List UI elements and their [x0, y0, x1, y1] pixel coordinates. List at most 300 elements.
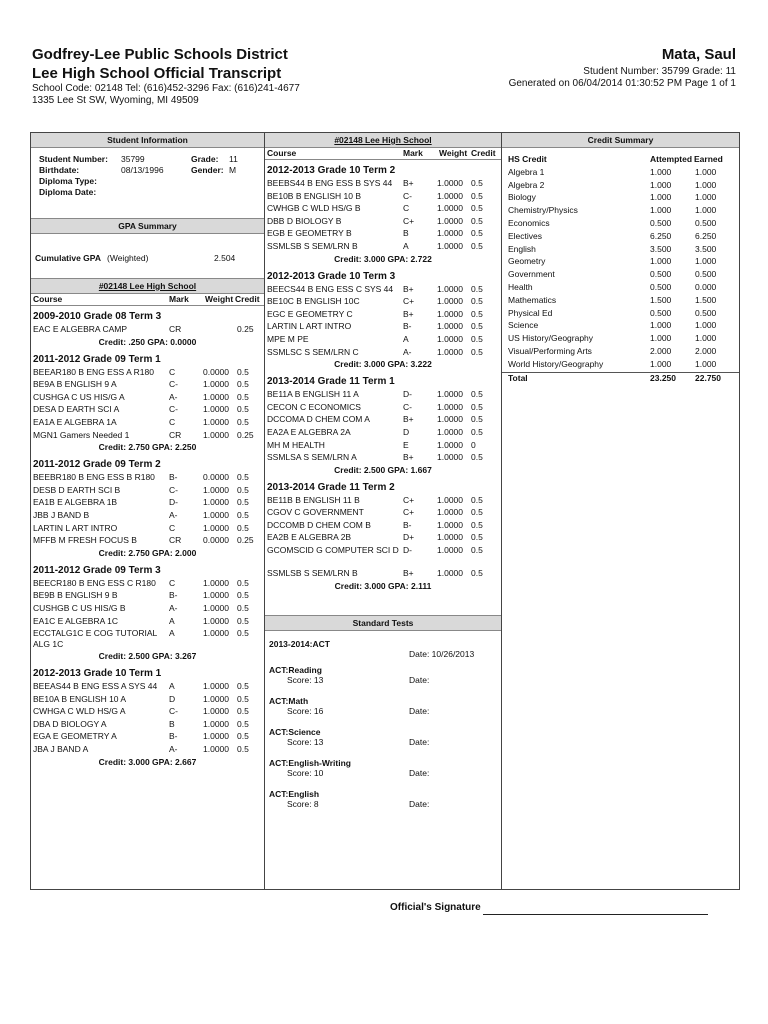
subject-name: Biology: [508, 192, 536, 203]
course-mark: A: [169, 681, 175, 692]
course-name: EA2B E ALGEBRA 2B: [267, 532, 352, 543]
signature-line: [483, 914, 708, 915]
course-credit: 0.5: [471, 507, 483, 518]
course-row: [265, 228, 501, 241]
credit-summary-total: Total 23.250 22.750: [502, 372, 739, 386]
course-row: [265, 545, 501, 568]
course-weight: 1.0000: [437, 439, 463, 450]
term-summary: Credit: 3.000 GPA: 2.667: [98, 756, 197, 767]
test-group-name: 2013-2014:ACT: [269, 638, 330, 649]
course-row: [31, 590, 264, 603]
course-weight: 1.0000: [203, 577, 229, 588]
course-name: EA1A E ALGEBRA 1A: [33, 416, 117, 427]
term-summary: Credit: .250 GPA: 0.0000: [98, 336, 197, 347]
course-row: [31, 367, 264, 380]
earned-credit: 1.000: [695, 179, 717, 190]
course-credit: 0.5: [471, 414, 483, 425]
credit-summary-row: [502, 256, 739, 269]
course-mark: C-: [169, 404, 178, 415]
grade-label: Grade:: [191, 154, 219, 164]
course-credit: 0.5: [471, 215, 483, 226]
course-row: [31, 535, 264, 548]
credit-summary-row: [502, 282, 739, 295]
course-credit: 0.5: [237, 366, 249, 377]
credit-summary-row: [502, 308, 739, 321]
course-row: [265, 241, 501, 254]
terms-list-middle: [265, 165, 501, 593]
credit-summary-row: [502, 218, 739, 231]
course-name: SSMLSA S SEM/LRN A: [267, 452, 357, 463]
course-weight: 1.0000: [203, 429, 229, 440]
course-credit: 0.5: [237, 472, 249, 483]
course-name: EGA E GEOMETRY A: [33, 731, 117, 742]
course-credit: 0.5: [237, 731, 249, 742]
credit-summary-row: [502, 244, 739, 257]
course-row: [31, 497, 264, 510]
course-mark: B-: [169, 472, 178, 483]
course-credit: 0.5: [471, 389, 483, 400]
course-name: BEEAR180 B ENG ESS A R180: [33, 366, 154, 377]
attempted-credit: 1.000: [650, 205, 672, 216]
course-weight: 1.0000: [437, 494, 463, 505]
course-mark: C: [169, 366, 176, 377]
term-title: 2013-2014 Grade 11 Term 1: [267, 376, 395, 388]
term-title: 2011-2012 Grade 09 Term 2: [33, 459, 161, 471]
course-row: [31, 694, 264, 707]
term-summary: Credit: 3.000 GPA: 2.722: [334, 253, 432, 264]
credit-summary-header: HS Credit Attempted Earned: [508, 154, 723, 164]
earned-credit: 3.500: [695, 243, 717, 254]
course-mark: B-: [403, 321, 412, 332]
subject-name: Geometry: [508, 256, 546, 267]
course-mark: C-: [169, 706, 178, 717]
test-score: Score: 10: [287, 767, 324, 778]
diploma-type-label: Diploma Type:: [39, 176, 97, 186]
course-row: [265, 532, 501, 545]
test-date: Date:: [409, 767, 430, 778]
course-weight: 1.0000: [203, 706, 229, 717]
course-name: DESB D EARTH SCI B: [33, 484, 121, 495]
course-name: BE11B B ENGLISH 11 B: [267, 494, 360, 505]
course-name: BEECR180 B ENG ESS C R180: [33, 577, 156, 588]
course-name: CGOV C GOVERNMENT: [267, 507, 364, 518]
attempted-credit: 0.500: [650, 269, 672, 280]
student-name: Mata, Saul: [661, 46, 736, 63]
course-row: [31, 392, 264, 405]
earned-credit: 0.500: [695, 307, 717, 318]
course-weight: 1.0000: [203, 731, 229, 742]
term-block: [265, 165, 501, 266]
course-row: [265, 284, 501, 297]
course-credit: 0.5: [237, 718, 249, 729]
course-mark: A: [169, 628, 175, 639]
term-title: 2011-2012 Grade 09 Term 3: [33, 564, 161, 576]
cumulative-gpa-value: 2.504: [214, 253, 236, 263]
course-credit: 0.5: [237, 628, 249, 639]
course-mark: A-: [169, 509, 178, 520]
course-weight: 1.0000: [203, 602, 229, 613]
term-summary: Credit: 2.750 GPA: 2.000: [98, 547, 197, 558]
course-weight: 1.0000: [203, 404, 229, 415]
birthdate-label: Birthdate:: [39, 165, 80, 175]
course-weight: 1.0000: [203, 484, 229, 495]
earned-credit: 1.000: [695, 192, 717, 203]
course-weight: 1.0000: [437, 240, 463, 251]
attempted-credit: 1.000: [650, 166, 672, 177]
course-weight: 1.0000: [203, 628, 229, 639]
course-credit: 0.5: [471, 203, 483, 214]
course-credit: 0.5: [471, 308, 483, 319]
course-row: [31, 417, 264, 430]
course-credit: 0.5: [237, 484, 249, 495]
right-column: [502, 133, 739, 889]
course-row: [31, 578, 264, 591]
school-contact: School Code: 02148 Tel: (616)452-3296 Fax: (616)241-4677: [32, 83, 300, 94]
earned-credit: 0.500: [695, 217, 717, 228]
course-row: [265, 507, 501, 520]
course-mark: D: [169, 693, 176, 704]
course-mark: B-: [403, 519, 412, 530]
course-name: EGB E GEOMETRY B: [267, 228, 352, 239]
course-row: [31, 510, 264, 523]
school-heading-2: #02148 Lee High School: [265, 133, 501, 148]
test-name: ACT:Math: [269, 695, 309, 706]
course-row: [265, 347, 501, 360]
course-mark: B+: [403, 283, 414, 294]
gender-value: M: [229, 165, 237, 175]
birthdate-value: 08/13/1996: [121, 165, 164, 175]
term-title: 2013-2014 Grade 11 Term 2: [267, 481, 395, 493]
course-name: DBB D BIOLOGY B: [267, 215, 342, 226]
district-name: Godfrey-Lee Public Schools District: [32, 46, 288, 63]
student-number-line: Student Number: 35799 Grade: 11: [583, 66, 736, 77]
test-name: ACT:English-Writing: [269, 757, 351, 768]
course-row: [265, 414, 501, 427]
test-entry: [265, 727, 501, 758]
course-weight: 1.0000: [203, 509, 229, 520]
course-name: GCOMSCID G COMPUTER SCI D: [267, 545, 399, 556]
course-name: MGN1 Gamers Needed 1: [33, 429, 130, 440]
course-mark: D-: [403, 545, 412, 556]
course-credit: 0.5: [237, 391, 249, 402]
course-weight: 1.0000: [203, 522, 229, 533]
course-weight: 1.0000: [437, 321, 463, 332]
earned-credit: 0.500: [695, 269, 717, 280]
course-credit: 0.5: [471, 228, 483, 239]
course-weight: 0.0000: [203, 535, 229, 546]
course-credit: 0.5: [237, 416, 249, 427]
course-mark: B+: [403, 414, 414, 425]
course-row: [31, 681, 264, 694]
course-mark: B-: [169, 590, 178, 601]
course-row: [31, 472, 264, 485]
test-entry: [265, 696, 501, 727]
course-credit: 0.5: [237, 590, 249, 601]
subject-name: Algebra 2: [508, 179, 545, 190]
term-summary: Credit: 2.750 GPA: 2.250: [98, 442, 197, 453]
earned-credit: 1.000: [695, 358, 717, 369]
course-weight: 1.0000: [437, 568, 463, 579]
test-entry: [265, 665, 501, 696]
earned-credit: 1.000: [695, 205, 717, 216]
generated-line: Generated on 06/04/2014 01:30:52 PM Page 1 of 1: [508, 78, 736, 89]
course-weight: 1.0000: [203, 681, 229, 692]
course-row: [31, 523, 264, 536]
course-name: BEECS44 B ENG ESS C SYS 44: [267, 283, 394, 294]
credit-summary-row: [502, 205, 739, 218]
credit-summary-row: [502, 180, 739, 193]
term-title: 2012-2013 Grade 10 Term 1: [33, 668, 162, 680]
course-mark: D+: [403, 532, 415, 543]
course-mark: A-: [169, 744, 178, 755]
course-credit: 0.5: [471, 545, 483, 556]
course-credit: 0.5: [237, 744, 249, 755]
course-weight: 1.0000: [437, 545, 463, 556]
course-row: [265, 402, 501, 415]
course-row: [265, 334, 501, 347]
course-mark: A: [403, 240, 409, 251]
test-name: ACT:Reading: [269, 664, 322, 675]
course-weight: 1.0000: [203, 615, 229, 626]
earned-credit: 1.000: [695, 320, 717, 331]
subject-name: World History/Geography: [508, 358, 604, 369]
course-name: ECCTALG1C E COG TUTORIAL ALG 1C: [33, 628, 157, 649]
course-name: BEEBS44 B ENG ESS B SYS 44: [267, 178, 393, 188]
course-mark: B+: [403, 308, 414, 319]
test-group-date: Date: 10/26/2013: [409, 648, 475, 659]
course-weight: 1.0000: [203, 744, 229, 755]
course-mark: C+: [403, 494, 415, 505]
course-name: SSMLSB S SEM/LRN B: [267, 568, 358, 579]
signature-label: Official's Signature: [390, 902, 481, 913]
course-name: JBB J BAND B: [33, 509, 90, 520]
course-mark: B: [169, 718, 175, 729]
transcript-body: [30, 132, 740, 890]
subject-name: Science: [508, 320, 539, 331]
course-credit: 0.5: [237, 509, 249, 520]
school-address: 1335 Lee St SW, Wyoming, MI 49509: [32, 95, 199, 106]
subject-name: Visual/Performing Arts: [508, 345, 592, 356]
attempted-credit: 2.000: [650, 345, 672, 356]
course-row: [265, 452, 501, 465]
course-weight: 1.0000: [437, 178, 463, 188]
course-weight: 1.0000: [437, 426, 463, 437]
course-weight: 1.0000: [437, 507, 463, 518]
term-block: [31, 565, 264, 663]
course-credit: 0.5: [471, 240, 483, 251]
left-column: [31, 133, 265, 889]
course-mark: B-: [169, 731, 178, 742]
course-credit: 0: [471, 439, 476, 450]
subject-name: English: [508, 243, 536, 254]
course-weight: 1.0000: [437, 283, 463, 294]
course-row: [265, 216, 501, 229]
course-mark: A-: [403, 346, 412, 357]
test-score: Score: 16: [287, 705, 324, 716]
course-mark: C+: [403, 296, 415, 307]
course-name: CWHGA C WLD HS/G A: [33, 706, 126, 717]
earned-credit: 1.000: [695, 166, 717, 177]
course-name: DCCOMA D CHEM COM A: [267, 414, 370, 425]
student-info: [31, 148, 264, 198]
subject-name: US History/Geography: [508, 333, 594, 344]
course-name: JBA J BAND A: [33, 744, 89, 755]
course-weight: 1.0000: [437, 215, 463, 226]
test-name: ACT:Science: [269, 726, 321, 737]
term-title: 2012-2013 Grade 10 Term 3: [267, 270, 396, 282]
course-row: [265, 178, 501, 191]
test-group: [265, 635, 501, 665]
course-name: CUSHGA C US HIS/G A: [33, 391, 125, 402]
course-name: BEEAS44 B ENG ESS A SYS 44: [33, 681, 158, 692]
attempted-credit: 1.500: [650, 294, 672, 305]
course-credit: 0.5: [471, 346, 483, 357]
diploma-date-label: Diploma Date:: [39, 187, 97, 197]
course-name: SSMLSB S SEM/LRN B: [267, 240, 358, 251]
earned-credit: 1.000: [695, 333, 717, 344]
course-mark: A: [169, 615, 175, 626]
test-name: ACT:English: [269, 788, 320, 799]
course-weight: 1.0000: [203, 391, 229, 402]
course-credit: 0.5: [471, 283, 483, 294]
gender-label: Gender:: [191, 165, 224, 175]
course-mark: CR: [169, 429, 182, 440]
course-credit: 0.5: [471, 568, 483, 579]
credit-summary-row: [502, 295, 739, 308]
course-weight: 0.0000: [203, 472, 229, 483]
term-block: [265, 376, 501, 477]
course-row: [31, 731, 264, 744]
term-summary: Credit: 2.500 GPA: 3.267: [98, 651, 197, 662]
course-weight: 1.0000: [437, 532, 463, 543]
attempted-credit: 1.000: [650, 320, 672, 331]
course-credit: 0.5: [471, 519, 483, 530]
course-credit: 0.5: [471, 532, 483, 543]
course-row: [265, 427, 501, 440]
course-credit: 0.5: [237, 497, 249, 508]
course-row: [265, 495, 501, 508]
course-name: BE9B B ENGLISH 9 B: [33, 590, 118, 601]
course-weight: 1.0000: [437, 346, 463, 357]
course-row: [265, 296, 501, 309]
term-block: [265, 482, 501, 593]
course-name: EA2A E ALGEBRA 2A: [267, 426, 351, 437]
course-credit: 0.5: [471, 178, 483, 188]
course-mark: C: [169, 577, 176, 588]
term-summary: Credit: 2.500 GPA: 1.667: [334, 464, 432, 475]
course-mark: B+: [403, 178, 414, 188]
course-weight: 1.0000: [203, 718, 229, 729]
course-credit: 0.5: [237, 706, 249, 717]
standard-tests-heading: Standard Tests: [265, 615, 501, 631]
course-row: [31, 379, 264, 392]
course-name: CWHGB C WLD HS/G B: [267, 203, 361, 214]
middle-column: [265, 133, 502, 889]
subject-name: Algebra 1: [508, 166, 545, 177]
subject-name: Health: [508, 281, 533, 292]
course-weight: 1.0000: [203, 497, 229, 508]
course-credit: 0.5: [471, 296, 483, 307]
course-weight: 1.0000: [203, 379, 229, 390]
gpa-summary-heading: GPA Summary: [31, 218, 264, 234]
course-weight: 1.0000: [203, 590, 229, 601]
course-name: MFFB M FRESH FOCUS B: [33, 535, 137, 546]
course-row: [31, 706, 264, 719]
course-row: [265, 191, 501, 204]
course-name: DESA D EARTH SCI A: [33, 404, 120, 415]
course-name: LARTIN L ART INTRO: [33, 522, 118, 533]
term-block: [31, 311, 264, 349]
course-credit: 0.5: [471, 426, 483, 437]
attempted-credit: 1.000: [650, 333, 672, 344]
course-credit: 0.5: [237, 404, 249, 415]
course-name: CECON C ECONOMICS: [267, 401, 361, 412]
course-credit: 0.25: [237, 324, 254, 334]
earned-credit: 1.500: [695, 294, 717, 305]
subject-name: Mathematics: [508, 294, 557, 305]
course-credit: 0.5: [471, 452, 483, 463]
course-mark: A-: [169, 391, 178, 402]
term-title: 2009-2010 Grade 08 Term 3: [33, 311, 162, 322]
term-summary: Credit: 3.000 GPA: 3.222: [334, 359, 432, 370]
course-mark: D-: [169, 497, 178, 508]
test-date: Date:: [409, 705, 430, 716]
course-credit: 0.5: [237, 615, 249, 626]
course-mark: B: [403, 228, 409, 239]
course-credit: 0.5: [237, 693, 249, 704]
course-weight: 1.0000: [203, 416, 229, 427]
course-name: LARTIN L ART INTRO: [267, 321, 352, 332]
course-credit: 0.25: [237, 535, 254, 546]
course-weight: 1.0000: [437, 296, 463, 307]
attempted-credit: 0.500: [650, 281, 672, 292]
credit-summary-row: [502, 231, 739, 244]
credit-summary-row: [502, 192, 739, 205]
course-mark: D: [403, 426, 410, 437]
course-credit: 0.5: [471, 333, 483, 344]
course-mark: C: [403, 203, 410, 214]
course-weight: 1.0000: [437, 519, 463, 530]
subject-name: Economics: [508, 217, 550, 228]
course-row: [31, 603, 264, 616]
course-mark: C-: [403, 401, 412, 412]
school-heading: #02148 Lee High School: [31, 278, 264, 294]
course-name: EGC E GEOMETRY C: [267, 308, 353, 319]
course-weight: 1.0000: [203, 693, 229, 704]
test-list: [265, 665, 501, 820]
course-credit: 0.5: [237, 522, 249, 533]
course-weight: 1.0000: [437, 389, 463, 400]
student-number: 35799: [121, 154, 145, 164]
course-row: [31, 404, 264, 417]
course-row: [265, 203, 501, 216]
course-row: [31, 485, 264, 498]
course-mark: E: [403, 439, 409, 450]
course-mark: C: [169, 416, 176, 427]
course-mark: C+: [403, 215, 415, 226]
subject-name: Chemistry/Physics: [508, 205, 578, 216]
earned-credit: 1.000: [695, 256, 717, 267]
course-mark: C-: [169, 484, 178, 495]
course-name: BE9A B ENGLISH 9 A: [33, 379, 117, 390]
course-mark: B+: [403, 568, 414, 579]
gpa-qualifier: (Weighted): [107, 253, 149, 263]
course-row: [31, 616, 264, 629]
term-block: [31, 459, 264, 560]
course-row: [265, 309, 501, 322]
course-mark: CR: [169, 535, 182, 546]
course-credit: 0.25: [237, 429, 254, 440]
